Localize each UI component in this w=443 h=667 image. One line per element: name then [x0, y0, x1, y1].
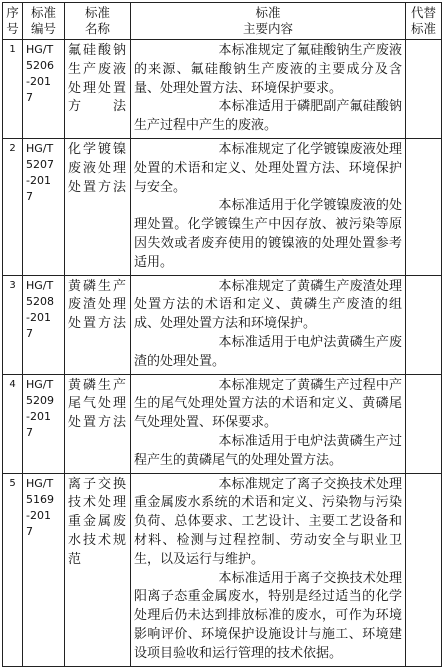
header-row: [3, 3, 442, 40]
standards-table: [2, 2, 442, 667]
row-code: HG/T 5208 -201 7: [23, 275, 65, 374]
row-seq: 4: [3, 374, 23, 473]
row-seq: 3: [3, 275, 23, 374]
header-replaced: 代替 标准: [406, 3, 442, 40]
header-code: 标准 编号: [23, 3, 65, 40]
header-name: 标准 名称: [65, 3, 131, 40]
row-seq: 2: [3, 138, 23, 275]
row-replaced: [406, 374, 442, 473]
row-content: [131, 138, 406, 275]
row-replaced: [406, 275, 442, 374]
row-content: [131, 275, 406, 374]
row-name: 氟硅酸钠生产废液处理处置方法: [65, 40, 131, 139]
row-replaced: [406, 138, 442, 275]
content-paragraph: 本标准规定了化学镀镍废液处理处置的术语和定义、处理处置方法、环境保护与安全。: [134, 141, 402, 195]
row-name: 化学镀镍废液处理处置方法: [65, 138, 131, 275]
content-paragraph: 本标准规定了黄磷生产废渣处理处置方法的术语和定义、黄磷生产废渣的组成、处理处置方法和环境保护。: [134, 278, 402, 332]
row-code: HG/T 5209 -201 7: [23, 374, 65, 473]
row-content: [131, 473, 406, 666]
row-replaced: [406, 473, 442, 666]
content-paragraph: 本标准适用于电炉法黄磷生产废渣的处理处置。: [134, 334, 402, 369]
row-seq: 1: [3, 40, 23, 139]
content-paragraph: 本标准规定了离子交换技术处理重金属废水系统的术语和定义、污染物与污染负荷、总体要求、工艺设计、主要工艺设备和材料、检测与过程控制、劳动安全与职业卫生，以及运行与维护。: [134, 476, 402, 567]
table-row: [3, 40, 442, 139]
table-row: [3, 275, 442, 374]
row-code: HG/T 5207 -201 7: [23, 138, 65, 275]
row-code: HG/T 5206 -201 7: [23, 40, 65, 139]
row-seq: 5: [3, 473, 23, 666]
header-content: 标准 主要内容: [131, 3, 406, 40]
row-content: [131, 374, 406, 473]
content-paragraph: 本标准适用于电炉法黄磷生产过程产生的黄磷尾气的处理处置方法。: [134, 433, 402, 468]
table-row: [3, 374, 442, 473]
row-name: 黄磷生产尾气处理处置方法: [65, 374, 131, 473]
table-row: [3, 473, 442, 666]
row-content: [131, 40, 406, 139]
row-code: HG/T 5169 -201 7: [23, 473, 65, 666]
row-name: 黄磷生产废渣处理处置方法: [65, 275, 131, 374]
content-paragraph: 本标准适用于磷肥副产氟硅酸钠生产过程中产生的废液。: [134, 99, 402, 134]
row-replaced: [406, 40, 442, 139]
table-row: [3, 138, 442, 275]
content-paragraph: 本标准适用于离子交换技术处理阳离子态重金属废水，特别是经过适当的化学处理后仍未达到排放标准的废水，可作为环境影响评价、环境保护设施设计与施工、环境建设项目验收和运行管理的技术依据。: [134, 570, 402, 661]
row-name: 离子交换技术处理重金属废水技术规范: [65, 473, 131, 666]
content-paragraph: 本标准适用于化学镀镍废液的处理处置。化学镀镍生产中因存放、被污染等原因失效或者废弃使用的镀镍液的处理处置参考适用。: [134, 198, 402, 270]
header-seq: 序 号: [3, 3, 23, 40]
content-paragraph: 本标准规定了氟硅酸钠生产废液的来源、氟硅酸钠生产废液的主要成分及含量、处理处置方法、环境保护要求。: [134, 43, 402, 96]
content-paragraph: 本标准规定了黄磷生产过程中产生的尾气处理处置方法的术语和定义、黄磷尾气处理处置、环保要求。: [134, 377, 402, 431]
